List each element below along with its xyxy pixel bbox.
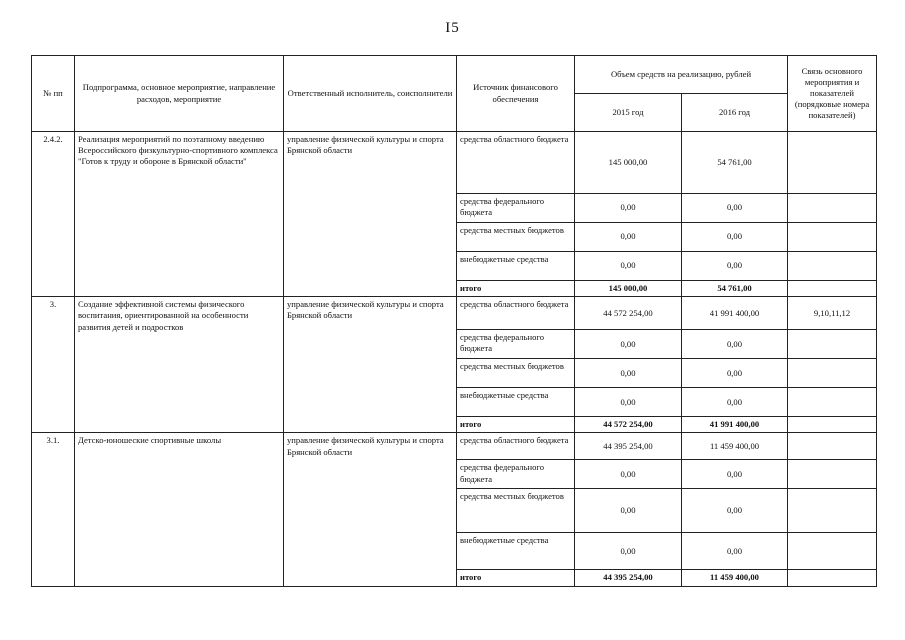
value-2016-cell: 0,00 [682, 359, 788, 388]
header-program: Подпрограмма, основное мероприятие, направление расходов, мероприятие [75, 56, 284, 132]
value-2016-cell: 0,00 [682, 252, 788, 281]
link-cell [788, 330, 877, 359]
value-2015-cell: 0,00 [575, 359, 682, 388]
source-cell: средства областного бюджета [457, 297, 575, 330]
header-volume: Объем средств на реализацию, рублей [575, 56, 788, 94]
header-row [32, 56, 877, 94]
value-2016-cell: 54 761,00 [682, 132, 788, 194]
value-2015-cell: 44 572 254,00 [575, 297, 682, 330]
table-row [32, 132, 877, 194]
source-cell: средства местных бюджетов [457, 223, 575, 252]
value-2016-cell: 0,00 [682, 194, 788, 223]
value-2016-cell: 54 761,00 [682, 281, 788, 297]
header-executor: Ответственный исполнитель, соисполнители [284, 56, 457, 132]
financing-table [31, 55, 877, 587]
value-2016-cell: 11 459 400,00 [682, 433, 788, 460]
value-2015-cell: 0,00 [575, 388, 682, 417]
source-cell: средства федерального бюджета [457, 330, 575, 359]
source-cell: итого [457, 570, 575, 586]
value-2015-cell: 145 000,00 [575, 132, 682, 194]
row-number: 3. [32, 297, 75, 433]
link-cell [788, 533, 877, 570]
value-2016-cell: 11 459 400,00 [682, 570, 788, 586]
value-2015-cell: 44 395 254,00 [575, 433, 682, 460]
source-cell: средства областного бюджета [457, 433, 575, 460]
link-cell [788, 194, 877, 223]
source-cell: внебюджетные средства [457, 533, 575, 570]
link-cell [788, 359, 877, 388]
header-link: Связь основного мероприятия и показателей (порядковые номера показателей) [788, 56, 877, 132]
program-name: Создание эффективной системы физического воспитания, ориентированной на особенности развития детей и подростков [75, 297, 284, 433]
source-cell: средства местных бюджетов [457, 359, 575, 388]
value-2016-cell: 0,00 [682, 223, 788, 252]
value-2015-cell: 0,00 [575, 194, 682, 223]
link-cell [788, 132, 877, 194]
source-cell: средства областного бюджета [457, 132, 575, 194]
link-cell: 9,10,11,12 [788, 297, 877, 330]
source-cell: средства федерального бюджета [457, 460, 575, 489]
value-2015-cell: 0,00 [575, 460, 682, 489]
value-2016-cell: 41 991 400,00 [682, 297, 788, 330]
link-cell [788, 489, 877, 533]
value-2015-cell: 0,00 [575, 330, 682, 359]
value-2015-cell: 44 572 254,00 [575, 417, 682, 433]
value-2015-cell: 0,00 [575, 533, 682, 570]
source-cell: внебюджетные средства [457, 252, 575, 281]
source-cell: средства федерального бюджета [457, 194, 575, 223]
value-2016-cell: 0,00 [682, 330, 788, 359]
executor-name: управление физической культуры и спорта Брянской области [284, 297, 457, 433]
row-number: 3.1. [32, 433, 75, 586]
source-cell: средства местных бюджетов [457, 489, 575, 533]
value-2015-cell: 44 395 254,00 [575, 570, 682, 586]
table-row [32, 297, 877, 330]
link-cell [788, 417, 877, 433]
link-cell [788, 570, 877, 586]
header-source: Источник финансового обеспечения [457, 56, 575, 132]
link-cell [788, 223, 877, 252]
source-cell: внебюджетные средства [457, 388, 575, 417]
source-cell: итого [457, 417, 575, 433]
header-num: № пп [32, 56, 75, 132]
header-year-2016: 2016 год [682, 94, 788, 132]
value-2016-cell: 0,00 [682, 388, 788, 417]
link-cell [788, 252, 877, 281]
row-number: 2.4.2. [32, 132, 75, 297]
header-year-2015: 2015 год [575, 94, 682, 132]
link-cell [788, 388, 877, 417]
value-2016-cell: 41 991 400,00 [682, 417, 788, 433]
link-cell [788, 281, 877, 297]
program-name: Реализация мероприятий по поэтапному введению Всероссийского физкультурно-спортивного комплекса "Готов к труду и обороне в Брянской области" [75, 132, 284, 297]
value-2015-cell: 0,00 [575, 252, 682, 281]
program-name: Детско-юношеские спортивные школы [75, 433, 284, 586]
value-2015-cell: 0,00 [575, 489, 682, 533]
value-2016-cell: 0,00 [682, 533, 788, 570]
source-cell: итого [457, 281, 575, 297]
value-2015-cell: 145 000,00 [575, 281, 682, 297]
value-2016-cell: 0,00 [682, 489, 788, 533]
link-cell [788, 460, 877, 489]
page-number: I5 [445, 20, 460, 36]
table-row [32, 433, 877, 460]
link-cell [788, 433, 877, 460]
executor-name: управление физической культуры и спорта Брянской области [284, 433, 457, 586]
value-2015-cell: 0,00 [575, 223, 682, 252]
executor-name: управление физической культуры и спорта Брянской области [284, 132, 457, 297]
value-2016-cell: 0,00 [682, 460, 788, 489]
